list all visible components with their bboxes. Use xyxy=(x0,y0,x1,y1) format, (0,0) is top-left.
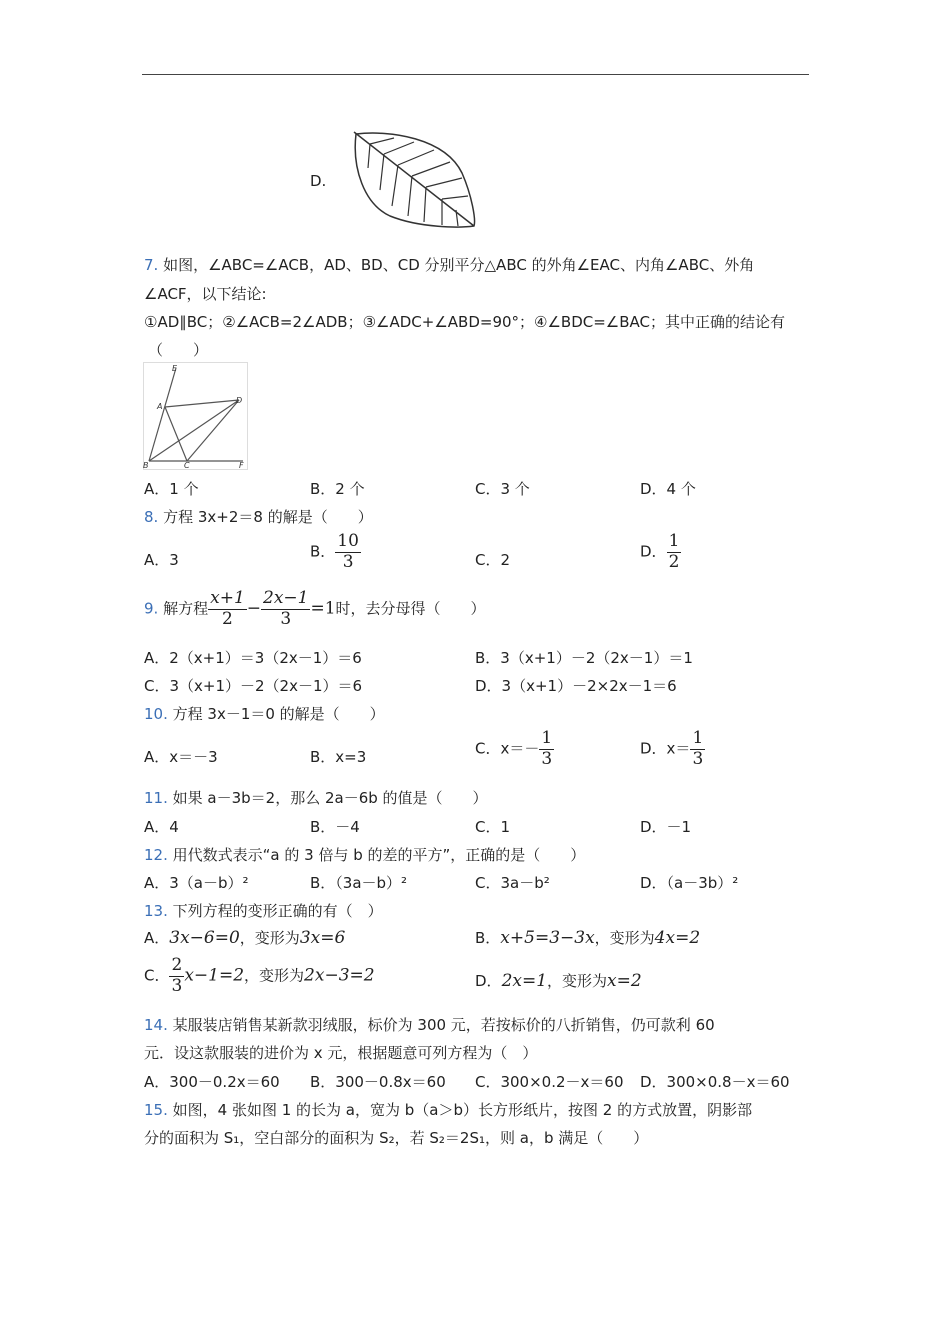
q10-stem: 10. 方程 3x－1＝0 的解是（ ） xyxy=(144,705,385,723)
q7-option-a: A．1 个 xyxy=(144,480,199,498)
q14-option-c: C．300×0.2－x＝60 xyxy=(475,1073,624,1091)
q9-option-c: C．3（x+1）－2（2x－1）＝6 xyxy=(144,677,363,695)
q13-option-b: B．x+5=3−3x，变形为4x=2 xyxy=(475,928,701,948)
q7-option-c: C．3 个 xyxy=(475,480,530,498)
q7-line3: ①AD∥BC；②∠ACB=2∠ADB；③∠ADC+∠ABD=90°；④∠BDC=∠BAC；其中正确的结论有 xyxy=(144,313,786,331)
fig-label-c: C xyxy=(184,461,190,470)
fig-label-d: D xyxy=(236,396,243,405)
q8-option-d: D． $\frac{1}{2}$ xyxy=(640,531,680,572)
fig-label-b: B xyxy=(143,461,149,470)
q15-line2: 分的面积为 S₁，空白部分的面积为 S₂，若 S₂＝2S₁，则 a，b 满足（ ） xyxy=(144,1129,649,1147)
q8-stem: 8. 方程 3x+2＝8 的解是（ ） xyxy=(144,508,373,526)
q12-option-a: A．3（a－b）² xyxy=(144,874,249,892)
q7-option-d: D．4 个 xyxy=(640,480,696,498)
q14-option-a: A．300－0.2x＝60 xyxy=(144,1073,280,1091)
q7-line1: 7. 如图，∠ABC=∠ACB，AD、BD、CD 分别平分△ABC 的外角∠EAC、内角∠ABC、外角 xyxy=(144,256,755,274)
q9-stem: 9. 解方程 $\frac{x+1}{2}$ − $\frac{2x-1}{3}$ =1时，去分母得（ ） xyxy=(144,588,486,629)
q14-option-b: B．300－0.8x＝60 xyxy=(310,1073,446,1091)
q7-option-b: B．2 个 xyxy=(310,480,365,498)
fig-label-e: E xyxy=(172,364,178,373)
q10-option-b: B．x=3 xyxy=(310,748,367,766)
q15-line1: 15. 如图，4 张如图 1 的长为 a，宽为 b（a＞b）长方形纸片，按图 2 的方式放置，阴影部 xyxy=(144,1101,753,1119)
q11-option-a: A．4 xyxy=(144,818,179,836)
q13-option-c: C． $\frac{2}{3}$ x−1=2，变形为2x−3=2 xyxy=(144,955,375,996)
q14-option-d: D．300×0.8－x＝60 xyxy=(640,1073,790,1091)
q7-line4: （ ） xyxy=(148,341,209,359)
q9-option-a: A．2（x+1）＝3（2x－1）＝6 xyxy=(144,649,362,667)
leaf-figure xyxy=(350,128,480,232)
q8-b-fraction: $\frac{10}{3}$ xyxy=(337,531,359,572)
q10-option-a: A．x＝－3 xyxy=(144,748,218,766)
q8-option-c: C．2 xyxy=(475,551,511,569)
header-rule xyxy=(142,74,809,75)
q7-figure xyxy=(143,362,248,470)
q14-line2: 元．设这款服装的进价为 x 元，根据题意可列方程为（ ） xyxy=(144,1044,538,1062)
q9-option-d: D．3（x+1）－2×2x－1＝6 xyxy=(475,677,677,695)
q9-frac1: $\frac{x+1}{2}$ xyxy=(210,588,245,629)
q9-option-b: B．3（x+1）－2（2x－1）＝1 xyxy=(475,649,693,667)
q13-option-a: A．3x−6=0，变形为3x=6 xyxy=(144,928,346,948)
q11-stem: 11. 如果 a－3b＝2，那么 2a－6b 的值是（ ） xyxy=(144,789,488,807)
q13-stem: 13. 下列方程的变形正确的有（ ） xyxy=(144,902,383,920)
q8-option-a: A．3 xyxy=(144,551,179,569)
fig-label-a: A xyxy=(157,402,163,411)
q9-frac2: $\frac{2x-1}{3}$ xyxy=(263,588,309,629)
q7-line2: ∠ACF，以下结论: xyxy=(144,285,267,303)
q13-option-d: D．2x=1，变形为x=2 xyxy=(475,971,642,991)
q10-option-d: D．x＝ $\frac{1}{3}$ xyxy=(640,728,704,769)
q12-option-c: C．3a－b² xyxy=(475,874,550,892)
q8-option-b: B． $\frac{10}{3}$ xyxy=(310,531,359,572)
q8-d-fraction: $\frac{1}{2}$ xyxy=(668,531,680,572)
q7-number: 7. xyxy=(144,256,159,274)
q11-option-b: B．－4 xyxy=(310,818,360,836)
q12-stem: 12. 用代数式表示“a 的 3 倍与 b 的差的平方”，正确的是（ ） xyxy=(144,846,586,864)
fig-label-f: F xyxy=(239,461,244,470)
q12-option-b: B．（3a－b）² xyxy=(310,874,408,892)
q11-option-d: D．－1 xyxy=(640,818,692,836)
q14-line1: 14. 某服装店销售某新款羽绒服，标价为 300 元，若按标价的八折销售，仍可款利 60 xyxy=(144,1016,715,1034)
q11-option-c: C．1 xyxy=(475,818,511,836)
q10-option-c: C．x＝－ $\frac{1}{3}$ xyxy=(475,728,553,769)
q12-option-d: D．（a－3b）² xyxy=(640,874,739,892)
q6-option-d-label: D. xyxy=(310,172,327,190)
